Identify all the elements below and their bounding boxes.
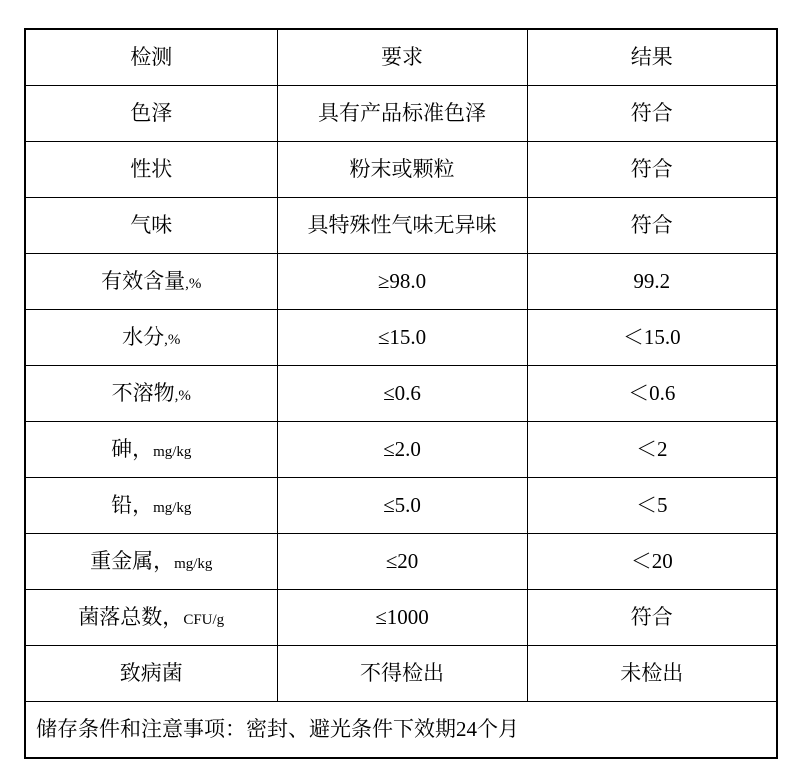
item-unit: ,% [185, 275, 202, 292]
item-label: 不溶物,% [111, 380, 191, 405]
item-unit: mg/kg [174, 555, 213, 572]
cell-result [527, 646, 777, 702]
cell-item [25, 142, 277, 198]
cell-requirement [277, 86, 527, 142]
item-unit: mg/kg [153, 499, 192, 516]
cell-item [25, 422, 277, 478]
cell-requirement [277, 422, 527, 478]
requirement-value: ≤15.0 [377, 324, 427, 349]
item-label: 致病菌 [119, 660, 183, 685]
header-requirement-label: 要求 [381, 44, 423, 69]
cell-item [25, 254, 277, 310]
cell-item [25, 366, 277, 422]
cell-result [527, 478, 777, 534]
cell-requirement [277, 142, 527, 198]
item-label: 性状 [130, 156, 173, 181]
table-row [25, 478, 777, 534]
requirement-value: ≤0.6 [383, 380, 421, 405]
result-value: ＜0.6 [628, 380, 676, 405]
requirement-value: 不得检出 [360, 660, 444, 685]
table-row [25, 422, 777, 478]
table-row [25, 254, 777, 310]
item-label: 水分,% [122, 324, 181, 349]
storage-note-text: 储存条件和注意事项：密封、避光条件下效期24个月 [36, 716, 519, 741]
requirement-value: ≤2.0 [383, 436, 421, 461]
cell-item [25, 590, 277, 646]
cell-result [527, 534, 777, 590]
item-label: 有效含量,% [101, 268, 202, 293]
requirement-value: ≤1000 [375, 604, 429, 629]
item-label: 重金属，mg/kg [90, 548, 213, 573]
requirement-value: 粉末或颗粒 [349, 156, 455, 181]
cell-result [527, 86, 777, 142]
cell-requirement [277, 254, 527, 310]
cell-result [527, 590, 777, 646]
table-row [25, 310, 777, 366]
item-unit: mg/kg [153, 443, 192, 460]
cell-item [25, 310, 277, 366]
item-label: 砷，mg/kg [111, 436, 192, 461]
cell-item [25, 478, 277, 534]
header-cell-result [527, 29, 777, 86]
requirement-value: ≥98.0 [377, 268, 427, 293]
cell-requirement [277, 310, 527, 366]
table-row [25, 198, 777, 254]
item-label: 铅，mg/kg [111, 492, 192, 517]
table-row [25, 86, 777, 142]
cell-result [527, 422, 777, 478]
result-value: 符合 [630, 156, 673, 181]
cell-requirement [277, 478, 527, 534]
item-unit: ,% [174, 387, 191, 404]
result-value: 符合 [630, 100, 673, 125]
specification-table [24, 28, 778, 759]
header-result-label: 结果 [630, 44, 673, 69]
table-row [25, 366, 777, 422]
cell-result [527, 142, 777, 198]
cell-result [527, 366, 777, 422]
table-row [25, 646, 777, 702]
cell-result [527, 254, 777, 310]
cell-requirement [277, 198, 527, 254]
result-value: 99.2 [633, 268, 671, 293]
result-value: 符合 [630, 604, 673, 629]
table-row [25, 142, 777, 198]
result-value: ＜15.0 [622, 324, 681, 349]
item-unit: CFU/g [183, 611, 225, 628]
requirement-value: ≤5.0 [383, 492, 421, 517]
cell-requirement [277, 534, 527, 590]
cell-requirement [277, 590, 527, 646]
cell-requirement [277, 366, 527, 422]
table-row [25, 590, 777, 646]
result-value: ＜5 [636, 492, 668, 517]
result-value: ＜2 [636, 436, 668, 461]
result-value: ＜20 [630, 548, 673, 573]
table-header-row [25, 29, 777, 86]
requirement-value: ≤20 [385, 548, 419, 573]
header-cell-requirement [277, 29, 527, 86]
item-label: 色泽 [130, 100, 173, 125]
header-cell-item [25, 29, 277, 86]
result-value: 未检出 [620, 660, 684, 685]
requirement-value: 具特殊性气味无异味 [307, 212, 497, 237]
cell-requirement [277, 646, 527, 702]
item-label: 气味 [130, 212, 173, 237]
cell-item [25, 198, 277, 254]
cell-item [25, 534, 277, 590]
table-row [25, 534, 777, 590]
header-item-label: 检测 [130, 44, 173, 69]
cell-item [25, 86, 277, 142]
result-value: 符合 [630, 212, 673, 237]
requirement-value: 具有产品标准色泽 [318, 100, 486, 125]
item-unit: ,% [164, 331, 181, 348]
item-label: 菌落总数，CFU/g [78, 604, 225, 629]
cell-result [527, 310, 777, 366]
cell-result [527, 198, 777, 254]
cell-item [25, 646, 277, 702]
